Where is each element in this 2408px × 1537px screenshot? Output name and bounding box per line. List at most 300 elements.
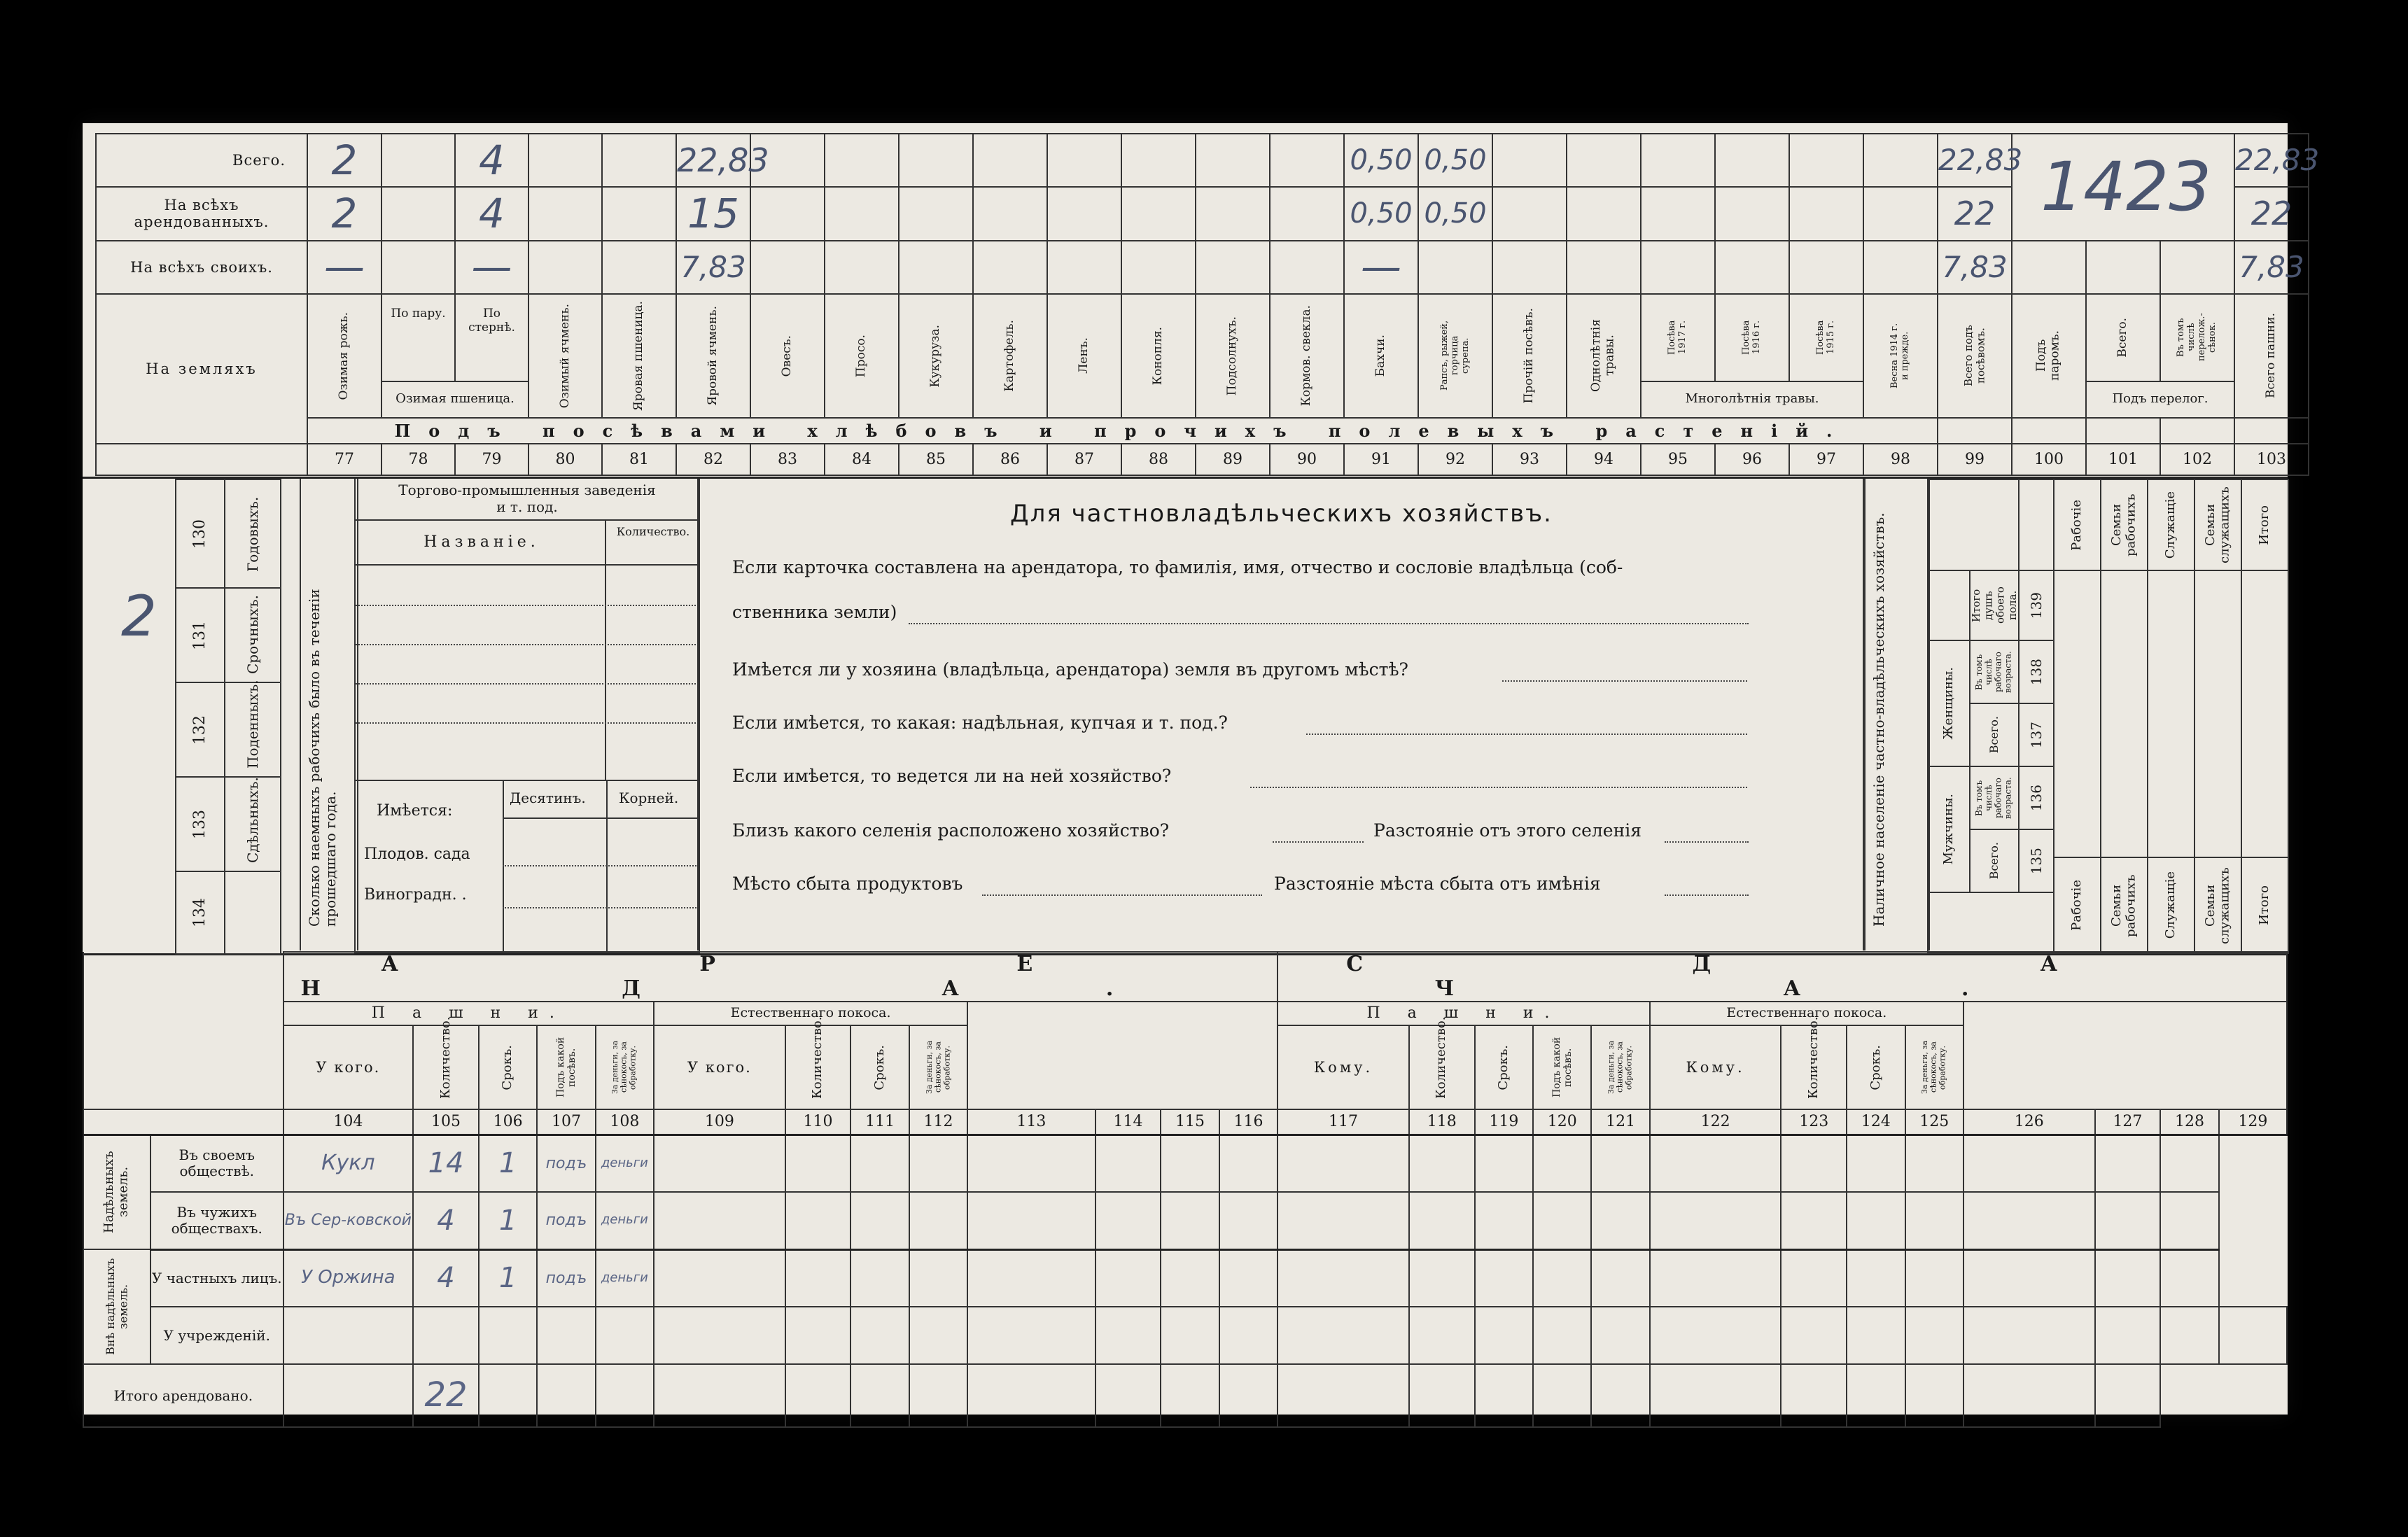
hdr-95 <box>1641 294 1715 381</box>
cell <box>1905 1135 1963 1192</box>
hw-qty: 4 <box>413 1249 479 1307</box>
pop-label <box>1970 640 2019 703</box>
cell <box>1409 1307 1475 1364</box>
cell <box>2160 418 2234 444</box>
hdr-text: Яровая пшеница. <box>631 300 646 411</box>
cell-82: 22,83 <box>676 134 750 187</box>
staff-col <box>2148 479 2194 570</box>
hw-qty: 14 <box>413 1135 479 1192</box>
num-text: 138 <box>2027 658 2045 686</box>
answer-line <box>982 894 1262 896</box>
label-text: За деньги, за сѣнокосъ, за обработку. <box>1606 1040 1634 1095</box>
cell <box>284 1307 414 1364</box>
col-num: 105 <box>413 1109 479 1135</box>
cell <box>1641 187 1715 240</box>
cell <box>1196 187 1270 240</box>
label-text: Всего. <box>1987 716 2001 754</box>
cell <box>1650 1135 1782 1192</box>
pop-cell <box>1928 479 2019 570</box>
cell <box>1641 241 1715 294</box>
hw-total: 22 <box>413 1364 479 1427</box>
nadel-group <box>83 1135 150 1249</box>
hdr-text: Подсолнухъ. <box>1225 316 1240 395</box>
cell <box>1475 1192 1533 1249</box>
cell <box>2160 1307 2218 1364</box>
num-text: 139 <box>2027 591 2045 619</box>
label-text: Служащiе <box>2163 871 2178 939</box>
hdr-pod <box>537 1025 595 1109</box>
cell <box>1409 1135 1475 1192</box>
cell <box>1096 1364 1161 1427</box>
cell <box>1847 1364 1905 1427</box>
hdr-80 <box>528 294 602 418</box>
cell <box>1963 1307 2095 1364</box>
hdr-86 <box>973 294 1047 418</box>
workers-caption: Сколько наемныхъ рабочихъ было въ теченiи прошедшаго года. <box>306 589 339 927</box>
col-num: 94 <box>1567 444 1641 475</box>
pokos-label: Естественнаго покоса. <box>1650 1002 1963 1025</box>
cell-77: 2 <box>307 187 382 240</box>
label-text: Срокъ. <box>1868 1044 1883 1090</box>
cell <box>850 1249 909 1307</box>
private-box <box>697 479 1865 950</box>
question-2: Имѣется ли у хозяина (владѣльца, арендатора) земля въ другомъ мѣстѣ? <box>732 659 1408 680</box>
cell <box>2086 418 2160 444</box>
cell <box>1567 134 1641 187</box>
hdr-srok <box>479 1025 537 1109</box>
col-num: 97 <box>1789 444 1863 475</box>
staff-col <box>2101 479 2148 570</box>
cell <box>850 1135 909 1192</box>
private-title: Для частновладѣльческихъ хозяйствъ. <box>1010 500 1553 528</box>
label-text: Подъ какой посѣвъ. <box>554 1037 578 1098</box>
cell <box>1567 187 1641 240</box>
hdr-pod <box>1533 1025 1591 1109</box>
col-num: 84 <box>825 444 899 475</box>
trade-name: Названiе. <box>424 533 540 551</box>
group-text: Внѣ надѣльныхъ земель. <box>103 1258 130 1356</box>
label-text: Итого душъ обоего пола. <box>1970 587 2019 624</box>
cell <box>1938 418 2012 444</box>
wheat-group: Озимая пшеница. <box>382 381 528 418</box>
cell <box>654 1307 785 1364</box>
cell <box>2241 570 2288 857</box>
col-num: 122 <box>1650 1109 1782 1135</box>
cell <box>2095 1135 2161 1192</box>
cell <box>1591 1135 1649 1192</box>
hdr-103 <box>2234 294 2309 418</box>
col-num: 115 <box>1161 1109 1219 1135</box>
number-row <box>83 1109 2287 1135</box>
cell <box>479 1364 537 1427</box>
cell <box>1905 1307 1963 1364</box>
cell <box>1905 1364 1963 1427</box>
cell <box>1278 1364 1409 1427</box>
hdr-89 <box>1196 294 1270 418</box>
hdr-text: Подъ паромъ. <box>2034 330 2062 381</box>
cell <box>83 1109 284 1135</box>
cell-103: 22,83 <box>2234 134 2309 187</box>
col-num: 79 <box>455 444 528 475</box>
row-total <box>96 134 2383 187</box>
label-text: Служащiе <box>2163 491 2178 559</box>
col-num: 85 <box>899 444 973 475</box>
col-num: 88 <box>1121 444 1196 475</box>
label-text: За деньги, за сѣнокосъ, за обработку. <box>924 1040 951 1095</box>
hdr-98 <box>1863 294 1938 418</box>
staff-col <box>2054 857 2101 953</box>
label-text: Количество. <box>1805 1016 1821 1099</box>
hdr-text: Посѣва 1917 г. <box>1667 320 1688 355</box>
hdr-text: Всего пашни. <box>2264 313 2278 399</box>
hdr-82 <box>676 294 750 418</box>
cell <box>1863 241 1938 294</box>
col-num: 109 <box>654 1109 785 1135</box>
hdr-87 <box>1047 294 1121 418</box>
label-text: Въ томъ числѣ рабочаго возраста. <box>1974 777 2013 819</box>
cell <box>1278 1135 1409 1192</box>
answer-line <box>1273 841 1364 843</box>
cell-82: 7,83 <box>676 241 750 294</box>
cell <box>1533 1135 1591 1192</box>
cell <box>1789 187 1863 240</box>
arenda-title: А Р Е Н Д А. <box>284 952 1278 1002</box>
cell <box>967 1249 1095 1307</box>
cell <box>1863 187 1938 240</box>
hdr-77 <box>307 294 382 418</box>
worker-num <box>176 682 225 777</box>
cell <box>2160 1192 2218 1249</box>
cell <box>2160 241 2234 294</box>
worker-type <box>225 777 281 871</box>
workers-hw: 2 <box>121 584 157 649</box>
cell <box>1047 241 1121 294</box>
line <box>356 683 699 685</box>
cell <box>1533 1364 1591 1427</box>
total-label: Итого арендовано. <box>83 1364 284 1427</box>
cell <box>909 1135 967 1192</box>
cell <box>2086 241 2160 294</box>
table-row <box>83 1249 2287 1307</box>
orchard-label: Плодов. сада <box>364 845 470 863</box>
cell <box>1219 1249 1278 1307</box>
cell-92: 0,50 <box>1418 187 1492 240</box>
cell <box>750 241 825 294</box>
num-text: 133 <box>191 809 209 839</box>
cell <box>1781 1364 1847 1427</box>
col-num: 100 <box>2012 444 2086 475</box>
cell <box>1905 1249 1963 1307</box>
cell <box>1533 1249 1591 1307</box>
cell <box>785 1249 851 1307</box>
cell <box>2234 418 2309 444</box>
hdr-kol <box>413 1016 479 1109</box>
col-num: 113 <box>967 1109 1095 1135</box>
cell <box>1963 1364 2095 1427</box>
hdr-komu: Кому. <box>1650 1025 1782 1109</box>
question-5b: Разстоянiе отъ этого селенiя <box>1373 820 1642 841</box>
cell <box>1196 241 1270 294</box>
vineyard-label: Виноградн. . <box>364 886 467 904</box>
label-text: За деньги, за сѣнокосъ, за обработку. <box>610 1040 638 1095</box>
cell <box>1789 241 1863 294</box>
pop-num <box>2019 703 2054 766</box>
cell <box>1847 1135 1905 1192</box>
num-text: 134 <box>191 898 209 927</box>
hdr-93 <box>1492 294 1567 418</box>
pop-cell <box>2019 479 2054 570</box>
col-num: 125 <box>1905 1109 1963 1135</box>
cell <box>785 1192 851 1249</box>
pop-group <box>1928 640 1970 766</box>
staff-col <box>2241 857 2288 953</box>
question-5a: Близъ какого селенiя расположено хозяйство? <box>732 820 1170 841</box>
cell <box>1863 134 1938 187</box>
cell <box>1492 187 1567 240</box>
cell <box>1047 187 1121 240</box>
trade-box <box>354 479 700 781</box>
col-num: 89 <box>1196 444 1270 475</box>
col-num: 91 <box>1344 444 1418 475</box>
cell-77: 2 <box>307 134 382 187</box>
pop-cell <box>1928 892 2054 953</box>
cell <box>850 1364 909 1427</box>
divider <box>605 519 606 780</box>
cell <box>967 1135 1095 1192</box>
label-text: Количество. <box>810 1016 825 1099</box>
col-num: 106 <box>479 1109 537 1135</box>
cell <box>1219 1307 1278 1364</box>
cell <box>785 1364 851 1427</box>
cell <box>1650 1307 1782 1364</box>
hdr-text: Посѣва 1916 г. <box>1741 320 1762 355</box>
staff-col <box>2241 479 2288 570</box>
cell <box>1567 241 1641 294</box>
cell <box>899 134 973 187</box>
cell <box>967 1307 1095 1364</box>
hw-who: Кукл <box>284 1135 414 1192</box>
col-num: 118 <box>1409 1109 1475 1135</box>
hw-who: У Оржина <box>284 1249 414 1307</box>
cell <box>528 134 602 187</box>
hw-term: 1 <box>479 1135 537 1192</box>
question-3: Если имѣется, то какая: надѣльная, купчая и т. под.? <box>732 713 1228 733</box>
label-text: Семьи рабочихъ <box>2108 873 2138 937</box>
cell <box>1418 241 1492 294</box>
hdr-text: Ленъ. <box>1077 337 1091 374</box>
cell <box>1963 1249 2095 1307</box>
col-num: 103 <box>2234 444 2309 475</box>
sdacha-title: С Д А Ч А. <box>1278 952 2287 1002</box>
col-num: 98 <box>1863 444 1938 475</box>
cell <box>825 134 899 187</box>
hw-pay: деньги <box>596 1192 654 1249</box>
label-text: За деньги, за сѣнокосъ, за обработку. <box>1920 1040 1947 1095</box>
cell <box>1905 1192 1963 1249</box>
col-num: 117 <box>1278 1109 1409 1135</box>
hdr-srok <box>850 1025 909 1109</box>
col-num: 120 <box>1533 1109 1591 1135</box>
row-label: У учрежденiй. <box>150 1307 284 1364</box>
cell-103: 22 <box>2234 187 2309 240</box>
hdr-84 <box>825 294 899 418</box>
pop-label <box>1970 829 2019 892</box>
cell <box>528 241 602 294</box>
worker-num <box>176 777 225 871</box>
label-text: Рабочiе <box>2069 499 2085 551</box>
cell <box>2095 1364 2161 1427</box>
col-num: 96 <box>1715 444 1789 475</box>
cell <box>1161 1135 1219 1192</box>
answer-line <box>1250 787 1747 788</box>
answer-line <box>1665 841 1749 843</box>
cell <box>96 444 307 475</box>
cell <box>1270 241 1344 294</box>
cell <box>413 1307 479 1364</box>
cell <box>654 1135 785 1192</box>
cell <box>528 187 602 240</box>
cell <box>909 1192 967 1249</box>
question-1b: ственника земли) <box>732 602 897 622</box>
col-num: 77 <box>307 444 382 475</box>
population-caption: Наличное населенiе частно-владѣльческихъ хозяйствъ. <box>1870 512 1887 927</box>
cell <box>1492 134 1567 187</box>
cell <box>2219 1307 2287 1364</box>
cell <box>899 187 973 240</box>
label-text: Семьи служащихъ <box>2202 866 2232 944</box>
col-num: 126 <box>1963 1109 2095 1135</box>
number-row <box>96 444 2383 475</box>
cell-99: 7,83 <box>1938 241 2012 294</box>
worker-num <box>176 479 225 588</box>
cell-100: 1423 <box>2012 134 2234 241</box>
question-1a: Если карточка составлена на арендатора, то фамилiя, имя, отчество и сословiе владѣльца (соб- <box>732 557 1623 577</box>
num-text: 132 <box>191 715 209 745</box>
label-text: Сдѣльныхъ. <box>244 776 261 863</box>
cell <box>1591 1307 1649 1364</box>
cell-79: 4 <box>455 134 528 187</box>
hw-term: 1 <box>479 1249 537 1307</box>
cell <box>602 134 676 187</box>
hdr-text: Кормов. свекла. <box>1299 305 1314 407</box>
hdr-srok <box>1475 1025 1533 1109</box>
cell <box>1096 1192 1161 1249</box>
hw-crop: подъ <box>537 1249 595 1307</box>
label-text: Итого <box>2257 885 2272 925</box>
cell <box>1533 1192 1591 1249</box>
hdr-u-kogo: У кого. <box>654 1025 785 1109</box>
cell <box>1270 134 1344 187</box>
hdr-text: Однолѣтнiя травы. <box>1589 319 1617 393</box>
hdr-94 <box>1567 294 1641 418</box>
answer-line <box>909 623 1749 624</box>
col-num: 87 <box>1047 444 1121 475</box>
col-num: 116 <box>1219 1109 1278 1135</box>
cell <box>1270 187 1344 240</box>
cell <box>596 1307 654 1364</box>
cell <box>1781 1307 1847 1364</box>
hdr-102 <box>2160 294 2234 381</box>
cell <box>2194 570 2241 857</box>
divider <box>356 519 699 521</box>
cell <box>973 187 1047 240</box>
population-table <box>1927 479 2054 954</box>
hdr-text: Яровой ячмень. <box>706 306 720 406</box>
row-label: Всего. <box>96 134 307 187</box>
cell <box>909 1307 967 1364</box>
cell <box>825 241 899 294</box>
pop-num <box>2019 570 2054 640</box>
hdr-text: Кукуруза. <box>928 324 943 388</box>
hw-crop: подъ <box>537 1135 595 1192</box>
table-row <box>83 1192 2287 1249</box>
hdr-komu: Кому. <box>1278 1025 1409 1109</box>
cell <box>1963 1002 2287 1109</box>
cell <box>1641 134 1715 187</box>
hw-qty: 4 <box>413 1192 479 1249</box>
staff-table <box>2053 479 2289 954</box>
cell <box>479 1307 537 1364</box>
hdr-88 <box>1121 294 1196 418</box>
staff-col <box>2101 857 2148 953</box>
cell-82: 15 <box>676 187 750 240</box>
hdr-kol <box>785 1016 851 1109</box>
cell <box>2012 241 2086 294</box>
cell <box>2095 1307 2161 1364</box>
answer-line <box>1502 680 1747 682</box>
hdr-91 <box>1344 294 1418 418</box>
staff-col <box>2194 479 2241 570</box>
cell-79: 4 <box>455 187 528 240</box>
hdr-srok <box>1847 1025 1905 1109</box>
lease-table <box>83 951 2288 1428</box>
group-text: Женщины. <box>1940 667 1956 740</box>
line <box>356 644 699 645</box>
col-num: 112 <box>909 1109 967 1135</box>
col-num: 102 <box>2160 444 2234 475</box>
hdr-83 <box>750 294 825 418</box>
cell <box>2095 1192 2161 1249</box>
col-num: 107 <box>537 1109 595 1135</box>
pop-label <box>1970 703 2019 766</box>
hdr-text: Прочiй посѣвъ. <box>1522 308 1536 404</box>
cell <box>1475 1307 1533 1364</box>
col-num: 90 <box>1270 444 1344 475</box>
hdr-92 <box>1418 294 1492 418</box>
col-num: 108 <box>596 1109 654 1135</box>
hw-pay: деньги <box>596 1249 654 1307</box>
cell-91: — <box>1344 241 1418 294</box>
cell <box>785 1135 851 1192</box>
hdr-text: Конопля. <box>1151 326 1166 385</box>
cell <box>1847 1307 1905 1364</box>
workers-caption-box <box>300 479 358 950</box>
worker-num <box>176 871 225 954</box>
cell <box>2148 570 2194 857</box>
cell <box>1219 1192 1278 1249</box>
question-6b: Разстоянiе мѣста сбыта отъ имѣнiя <box>1274 873 1601 894</box>
row-label: У частныхъ лицъ. <box>150 1249 284 1307</box>
cell <box>1650 1192 1782 1249</box>
hdr-text: Овесъ. <box>780 335 794 377</box>
pop-label <box>1970 570 2019 640</box>
line <box>503 907 699 908</box>
cell <box>1781 1135 1847 1192</box>
middle-section <box>83 477 2288 955</box>
col-num: 127 <box>2095 1109 2161 1135</box>
staff-col <box>2148 857 2194 953</box>
cell <box>973 241 1047 294</box>
